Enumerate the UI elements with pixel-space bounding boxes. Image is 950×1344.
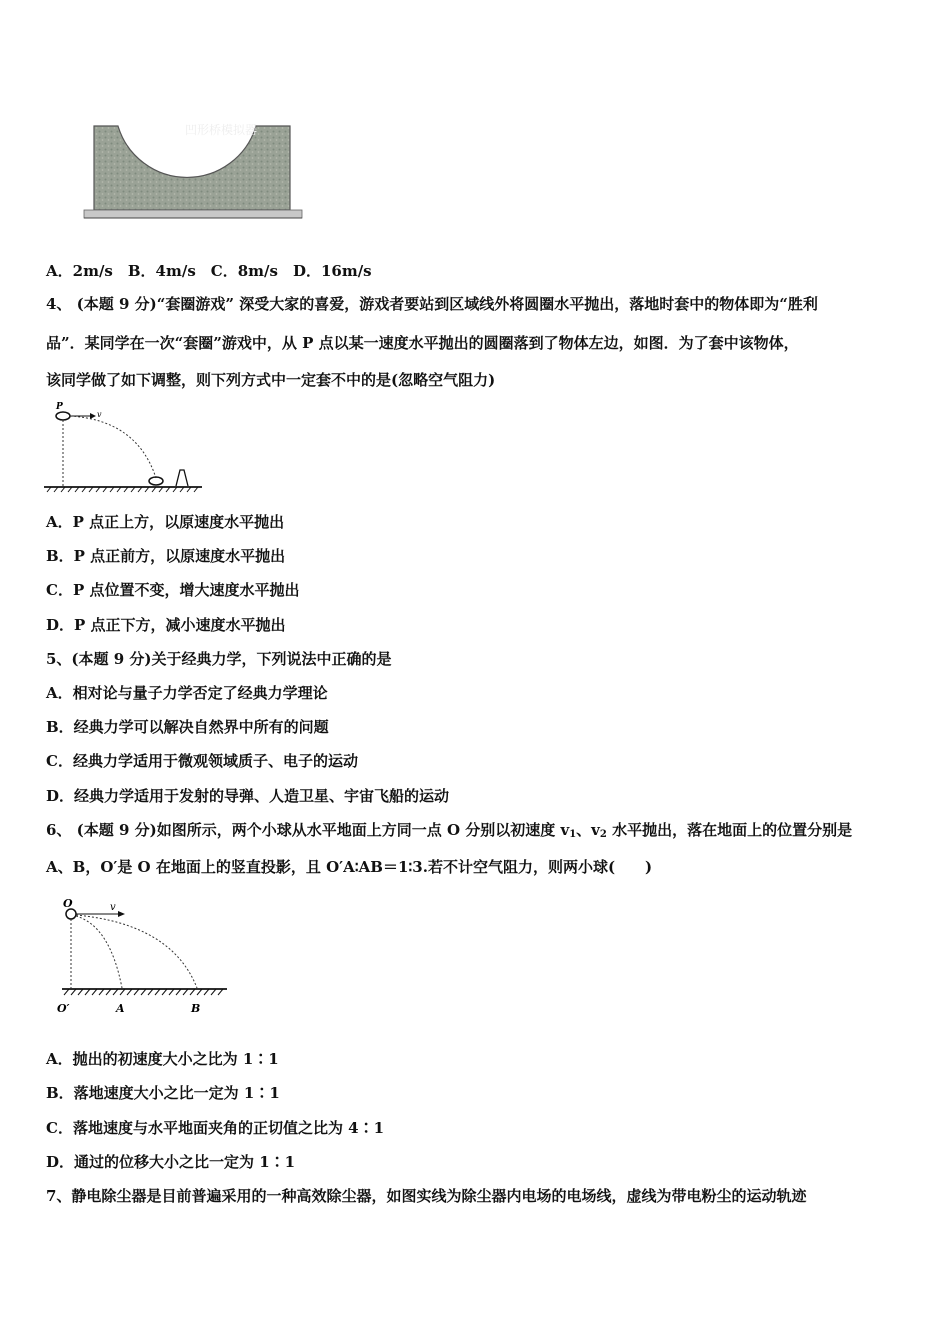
q4-option-c: C．P 点位置不变，增大速度水平抛出 — [46, 581, 300, 599]
q6-option-a: A．抛出的初速度大小之比为 1∶1 — [46, 1050, 279, 1068]
ring-trajectory — [70, 416, 156, 478]
q5-option-c: C．经典力学适用于微观领域质子、电子的运动 — [46, 752, 358, 770]
q6-option-d: D．通过的位移大小之比一定为 1∶1 — [46, 1153, 296, 1171]
q7-stem-line-1: 7、静电除尘器是目前普遍采用的一种高效除尘器，如图实线为除尘器内电场的电场线，虚线为带电粉尘的运动轨迹 — [46, 1187, 807, 1205]
trajectory-a — [76, 916, 122, 988]
q3-options: A．2m/s B．4m/s C．8m/s D．16m/s — [46, 262, 372, 280]
point-o-prime-label: O′ — [57, 1002, 70, 1015]
point-p-label: P — [56, 402, 63, 412]
ring-toss-figure — [42, 400, 207, 495]
concave-bridge-figure — [80, 118, 305, 224]
ring-start — [56, 412, 70, 420]
q6-stem-line-2: A、B，O′是 O 在地面上的竖直投影，且 O′A∶AB＝1∶3.若不计空气阻力，则两小球( ) — [46, 858, 653, 876]
point-o-label: O — [63, 897, 73, 910]
q4-option-b: B．P 点正前方，以原速度水平抛出 — [46, 547, 286, 565]
q5-option-b: B．经典力学可以解决自然界中所有的问题 — [46, 718, 329, 736]
q5-stem: 5、(本题 9 分)关于经典力学，下列说法中正确的是 — [46, 650, 392, 668]
q4-option-d: D．P 点正下方，减小速度水平抛出 — [46, 616, 286, 634]
ring-landed — [149, 477, 163, 485]
target-object — [176, 470, 188, 486]
q6-option-b: B．落地速度大小之比一定为 1∶1 — [46, 1084, 280, 1102]
bridge-block — [94, 126, 290, 210]
velocity-label: v — [97, 410, 102, 419]
q6-stem-line-1: 6、 (本题 9 分)如图所示，两个小球从水平地面上方同一点 O 分别以初速度 $v_1$、$v_2$ 水平抛出，落在地面上的位置分别是 — [46, 821, 853, 840]
q6-option-c: C．落地速度与水平地面夹角的正切值之比为 4∶1 — [46, 1119, 385, 1137]
q4-stem-line-2: 品”．某同学在一次“套圈”游戏中，从 P 点以某一速度水平抛出的圆圈落到了物体左边，如图．为了套中该物体， — [46, 334, 799, 352]
velocity-v-label: v — [110, 902, 116, 913]
q4-stem-line-1: 4、 (本题 9 分)“套圈游戏” 深受大家的喜爱，游戏者要站到区域线外将圆圈水平抛出，落地时套中的物体即为“胜利 — [46, 295, 818, 313]
bridge-base — [84, 210, 302, 218]
bridge-label: 凹形桥模拟器 — [185, 123, 258, 137]
q5-option-a: A．相对论与量子力学否定了经典力学理论 — [46, 684, 328, 702]
q5-option-d: D．经典力学适用于发射的导弹、人造卫星、宇宙飞船的运动 — [46, 787, 450, 805]
point-b-label: B — [191, 1002, 201, 1015]
q4-option-a: A．P 点正上方，以原速度水平抛出 — [46, 513, 285, 531]
ball-o — [66, 909, 76, 919]
projectile-figure — [52, 896, 232, 1020]
q4-stem-line-3: 该同学做了如下调整，则下列方式中一定套不中的是(忽略空气阻力) — [46, 371, 496, 389]
point-a-label: A — [116, 1002, 125, 1015]
